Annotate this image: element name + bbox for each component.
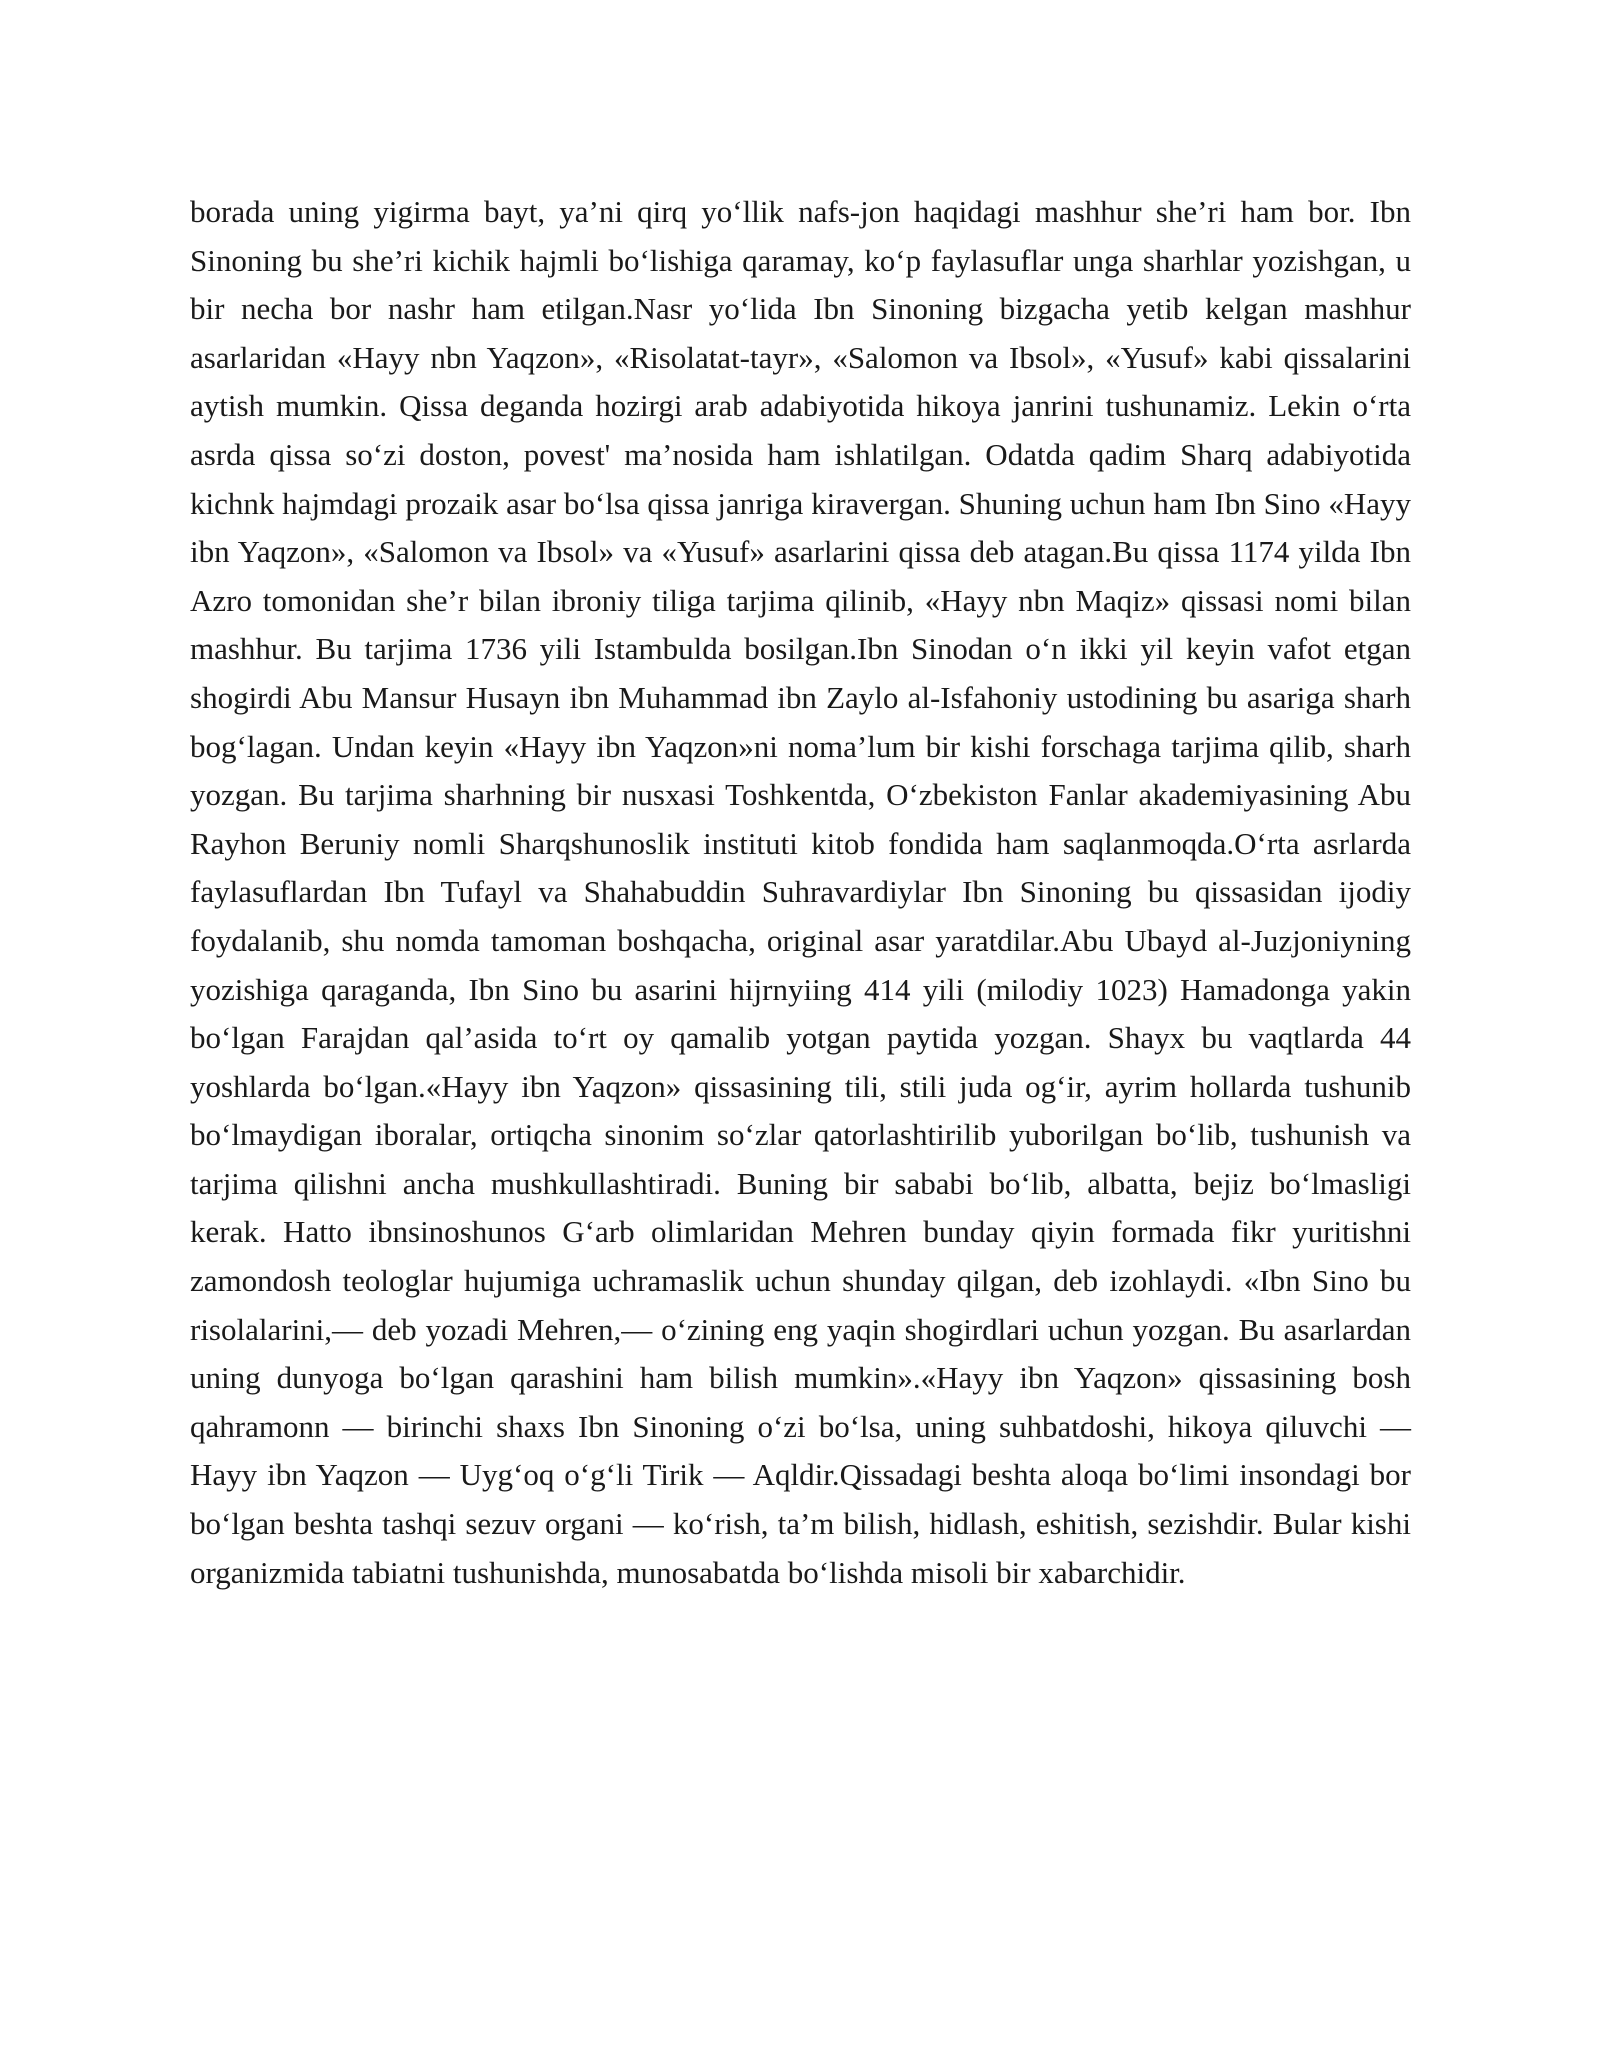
body-paragraph: borada uning yigirma bayt, ya’ni qirq yo‘llik nafs-jon haqidagi mashhur she’ri ham bor. Ibn Sinoning bu she’ri kichik hajmli bo‘lishiga qaramay, ko‘p faylasuflar unga sharhlar yozishgan, u bir necha bor nashr ham etilgan.Nasr yo‘lida Ibn Sinoning bizgacha yetib kelgan mashhur asarlaridan «Hayy nbn Yaqzon», «Risolatat-tayr», «Salomon va Ibsol», «Yusuf» kabi qissalarini aytish mumkin. Qissa deganda hozirgi arab adabiyotida hikoya janrini tushunamiz. Lekin o‘rta asrda qissa so‘zi doston, povest' ma’nosida ham ishlatilgan. Odatda qadim Sharq adabiyotida kichnk hajmdagi prozaik asar bo‘lsa qissa janriga kiravergan. Shuning uchun ham Ibn Sino «Hayy ibn Yaqzon», «Salomon va Ibsol» va «Yusuf» asarlarini qissa deb atagan.Bu qissa 1174 yilda Ibn Azro tomonidan she’r bilan ibroniy tiliga tarjima qilinib, «Hayy nbn Maqiz» qissasi nomi bilan mashhur. Bu tarjima 1736 yili Istambulda bosilgan.Ibn Sinodan o‘n ikki yil keyin vafot etgan shogirdi Abu Mansur Husayn ibn Muhammad ibn Zaylo al-Isfahoniy ustodining bu asariga sharh bog‘lagan. Undan keyin «Hayy ibn Yaqzon»ni noma’lum bir kishi forschaga tarjima qilib, sharh yozgan. Bu tarjima sharhning bir nusxasi Toshkentda, O‘zbekiston Fanlar akademiyasining Abu Rayhon Beruniy nomli Sharqshunoslik instituti kitob fondida ham saqlanmoqda.O‘rta asrlarda faylasuflardan Ibn Tufayl va Shahabuddin Suhravardiylar Ibn Sinoning bu qissasidan ijodiy foydalanib, shu nomda tamoman boshqacha, original asar yaratdilar.Abu Ubayd al-Juzjoniyning yozishiga qaraganda, Ibn Sino bu asarini hijrnyiing 414 yili (milodiy 1023) Hamadonga yakin bo‘lgan Farajdan qal’asida to‘rt oy qamalib yotgan paytida yozgan. Shayx bu vaqtlarda 44 yoshlarda bo‘lgan.«Hayy ibn Yaqzon» qissasining tili, stili juda og‘ir, ayrim hollarda tushunib bo‘lmaydigan iboralar, ortiqcha sinonim so‘zlar qatorlashtirilib yuborilgan bo‘lib, tushunish va tarjima qilishni ancha mushkullashtiradi. Buning bir sababi bo‘lib, albatta, bejiz bo‘lmasligi kerak. Hatto ibnsinoshunos G‘arb olimlaridan Mehren bunday qiyin formada fikr yuritishni zamondosh teologlar hujumiga uchramaslik uchun shunday qilgan, deb izohlaydi. «Ibn Sino bu risolalarini,— deb yozadi Mehren,— o‘zining eng yaqin shogirdlari uchun yozgan. Bu asarlardan uning dunyoga bo‘lgan qarashini ham bilish mumkin».«Hayy ibn Yaqzon» qissasining bosh qahramonn — birinchi shaxs Ibn Sinoning o‘zi bo‘lsa, uning suhbatdoshi, hikoya qiluvchi — Hayy ibn Yaqzon — Uyg‘oq o‘g‘li Tirik — Aqldir.Qissadagi beshta aloqa bo‘limi insondagi bor bo‘lgan beshta tashqi sezuv organi — ko‘rish, ta’m bilish, hidlash, eshitish, sezishdir. Bular kishi organizmida tabiatni tushunishda, munosabatda bo‘lishda misoli bir xabarchidir. xyxy=(190,194,1411,1590)
